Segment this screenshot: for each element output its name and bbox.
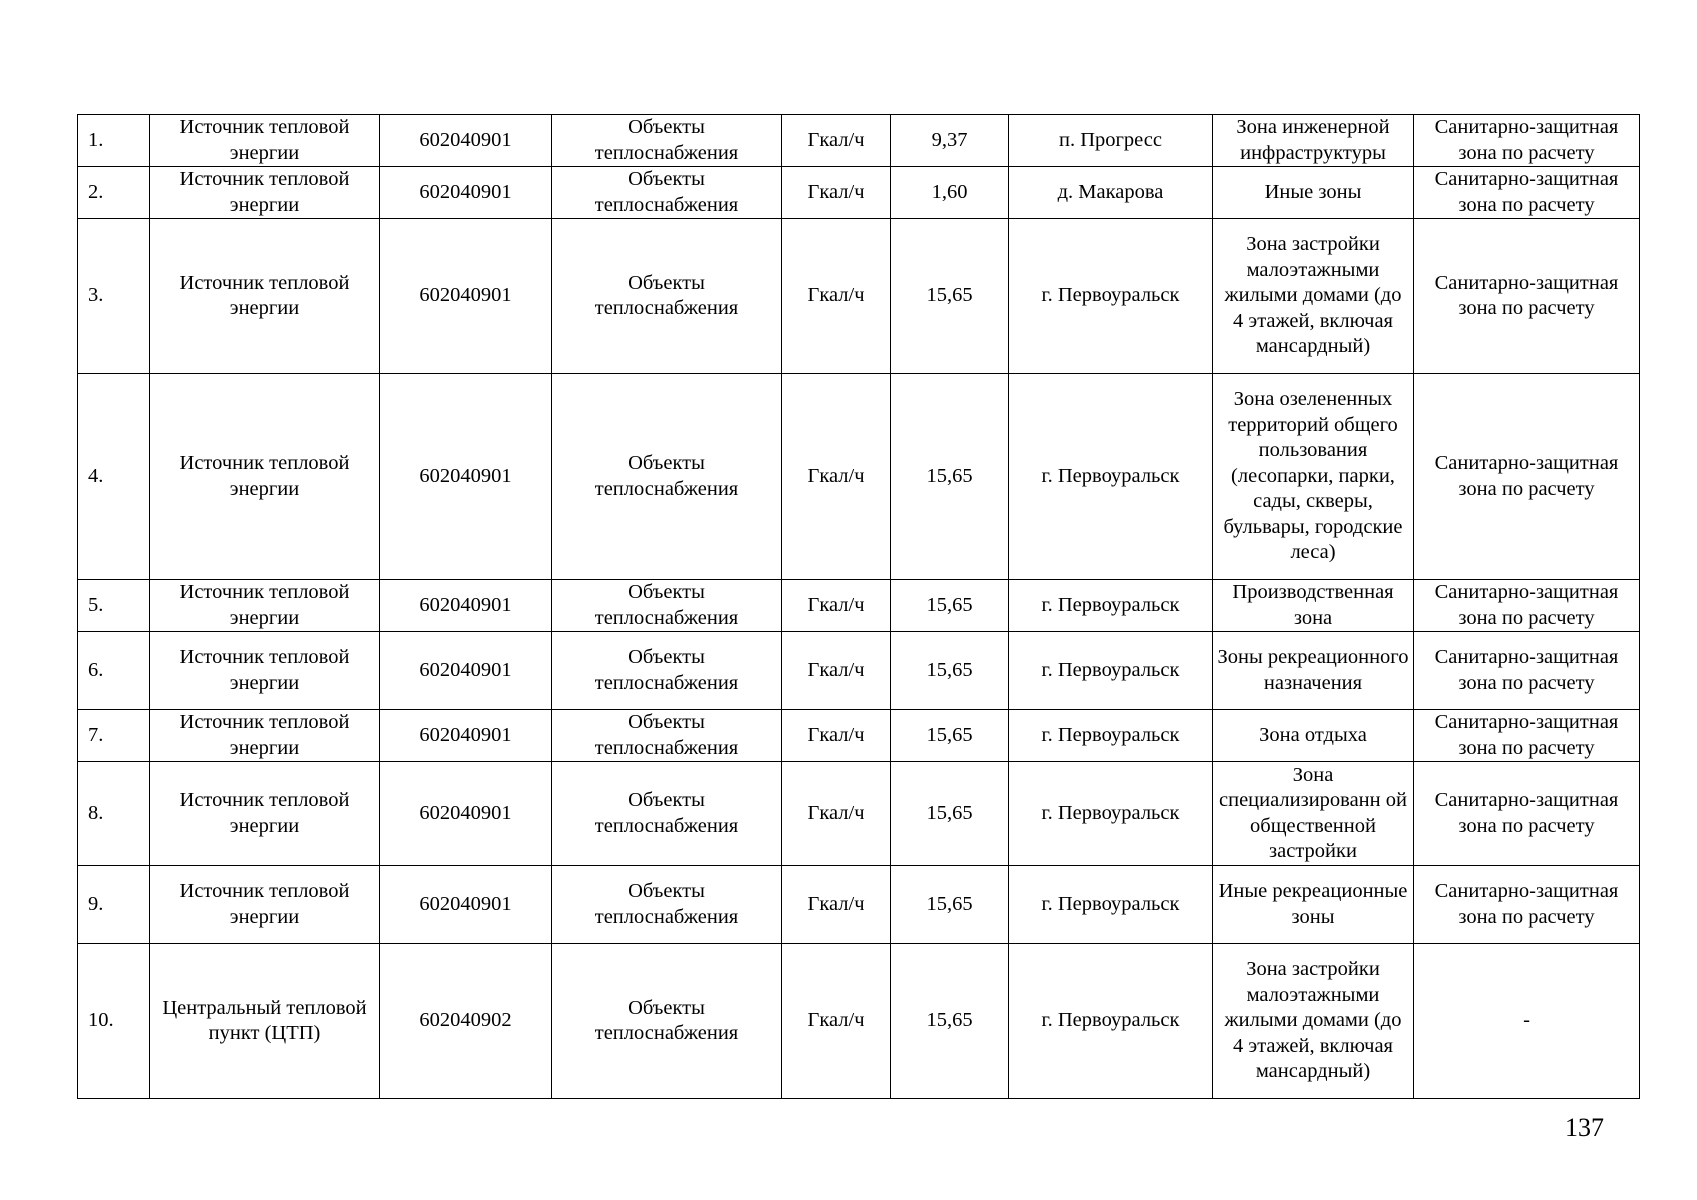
table-row: [78, 115, 1640, 167]
restriction-zone-cell: Санитарно-защитная зона по расчету: [1414, 219, 1640, 374]
functional-zone-cell: Производственная зона: [1213, 580, 1414, 632]
functional-zone-cell: Зоны рекреационного назначения: [1213, 632, 1414, 710]
functional-zone-cell: Зона специализированн ой общественной застройки: [1213, 762, 1414, 866]
table-body: [78, 115, 1640, 1099]
capacity-value-cell: 15,65: [891, 710, 1009, 762]
page-number: 137: [1565, 1113, 1604, 1142]
unit-cell: Гкал/ч: [782, 710, 891, 762]
data-table: [77, 114, 1640, 1099]
table-row: [78, 219, 1640, 374]
object-code-cell: 602040901: [380, 632, 552, 710]
unit-cell: Гкал/ч: [782, 632, 891, 710]
unit-cell: Гкал/ч: [782, 944, 891, 1099]
object-code-cell: 602040901: [380, 710, 552, 762]
table-row: [78, 167, 1640, 219]
restriction-zone-cell: Санитарно-защитная зона по расчету: [1414, 710, 1640, 762]
row-number-cell: 1.: [78, 115, 150, 167]
unit-cell: Гкал/ч: [782, 374, 891, 580]
unit-cell: Гкал/ч: [782, 219, 891, 374]
object-type-cell: Объекты теплоснабжения: [552, 762, 782, 866]
row-number-cell: 3.: [78, 219, 150, 374]
capacity-value-cell: 15,65: [891, 374, 1009, 580]
location-cell: г. Первоуральск: [1009, 710, 1213, 762]
object-name-cell: Источник тепловой энергии: [150, 762, 380, 866]
table-row: [78, 710, 1640, 762]
capacity-value-cell: 15,65: [891, 866, 1009, 944]
capacity-value-cell: 15,65: [891, 944, 1009, 1099]
unit-cell: Гкал/ч: [782, 580, 891, 632]
object-type-cell: Объекты теплоснабжения: [552, 374, 782, 580]
location-cell: д. Макарова: [1009, 167, 1213, 219]
location-cell: г. Первоуральск: [1009, 762, 1213, 866]
restriction-zone-cell: Санитарно-защитная зона по расчету: [1414, 632, 1640, 710]
object-type-cell: Объекты теплоснабжения: [552, 115, 782, 167]
object-type-cell: Объекты теплоснабжения: [552, 580, 782, 632]
object-name-cell: Источник тепловой энергии: [150, 374, 380, 580]
object-code-cell: 602040901: [380, 167, 552, 219]
unit-cell: Гкал/ч: [782, 762, 891, 866]
row-number-cell: 7.: [78, 710, 150, 762]
restriction-zone-cell: Санитарно-защитная зона по расчету: [1414, 762, 1640, 866]
object-code-cell: 602040901: [380, 115, 552, 167]
object-type-cell: Объекты теплоснабжения: [552, 866, 782, 944]
object-type-cell: Объекты теплоснабжения: [552, 710, 782, 762]
object-type-cell: Объекты теплоснабжения: [552, 632, 782, 710]
capacity-value-cell: 15,65: [891, 580, 1009, 632]
restriction-zone-cell: Санитарно-защитная зона по расчету: [1414, 167, 1640, 219]
location-cell: г. Первоуральск: [1009, 374, 1213, 580]
location-cell: г. Первоуральск: [1009, 944, 1213, 1099]
capacity-value-cell: 15,65: [891, 632, 1009, 710]
table-row: [78, 580, 1640, 632]
unit-cell: Гкал/ч: [782, 115, 891, 167]
row-number-cell: 10.: [78, 944, 150, 1099]
capacity-value-cell: 9,37: [891, 115, 1009, 167]
location-cell: г. Первоуральск: [1009, 219, 1213, 374]
object-name-cell: Источник тепловой энергии: [150, 167, 380, 219]
functional-zone-cell: Зона застройки малоэтажными жилыми домами (до 4 этажей, включая мансардный): [1213, 219, 1414, 374]
capacity-value-cell: 15,65: [891, 762, 1009, 866]
table-row: [78, 762, 1640, 866]
capacity-value-cell: 15,65: [891, 219, 1009, 374]
restriction-zone-cell: -: [1414, 944, 1640, 1099]
object-name-cell: Источник тепловой энергии: [150, 866, 380, 944]
row-number-cell: 6.: [78, 632, 150, 710]
object-type-cell: Объекты теплоснабжения: [552, 219, 782, 374]
unit-cell: Гкал/ч: [782, 167, 891, 219]
object-code-cell: 602040902: [380, 944, 552, 1099]
table-row: [78, 866, 1640, 944]
object-type-cell: Объекты теплоснабжения: [552, 167, 782, 219]
capacity-value-cell: 1,60: [891, 167, 1009, 219]
table-row: [78, 374, 1640, 580]
functional-zone-cell: Зона отдыха: [1213, 710, 1414, 762]
table-row: [78, 632, 1640, 710]
location-cell: г. Первоуральск: [1009, 580, 1213, 632]
object-code-cell: 602040901: [380, 866, 552, 944]
functional-zone-cell: Иные зоны: [1213, 167, 1414, 219]
restriction-zone-cell: Санитарно-защитная зона по расчету: [1414, 374, 1640, 580]
object-name-cell: Источник тепловой энергии: [150, 219, 380, 374]
table-row: [78, 944, 1640, 1099]
restriction-zone-cell: Санитарно-защитная зона по расчету: [1414, 580, 1640, 632]
object-name-cell: Источник тепловой энергии: [150, 580, 380, 632]
object-name-cell: Источник тепловой энергии: [150, 710, 380, 762]
unit-cell: Гкал/ч: [782, 866, 891, 944]
restriction-zone-cell: Санитарно-защитная зона по расчету: [1414, 866, 1640, 944]
row-number-cell: 8.: [78, 762, 150, 866]
functional-zone-cell: Иные рекреационные зоны: [1213, 866, 1414, 944]
location-cell: г. Первоуральск: [1009, 866, 1213, 944]
functional-zone-cell: Зона застройки малоэтажными жилыми домами (до 4 этажей, включая мансардный): [1213, 944, 1414, 1099]
object-name-cell: Источник тепловой энергии: [150, 632, 380, 710]
functional-zone-cell: Зона инженерной инфраструктуры: [1213, 115, 1414, 167]
location-cell: г. Первоуральск: [1009, 632, 1213, 710]
object-code-cell: 602040901: [380, 580, 552, 632]
row-number-cell: 4.: [78, 374, 150, 580]
object-name-cell: Центральный тепловой пункт (ЦТП): [150, 944, 380, 1099]
object-code-cell: 602040901: [380, 219, 552, 374]
row-number-cell: 2.: [78, 167, 150, 219]
restriction-zone-cell: Санитарно-защитная зона по расчету: [1414, 115, 1640, 167]
object-name-cell: Источник тепловой энергии: [150, 115, 380, 167]
row-number-cell: 5.: [78, 580, 150, 632]
object-type-cell: Объекты теплоснабжения: [552, 944, 782, 1099]
object-code-cell: 602040901: [380, 762, 552, 866]
row-number-cell: 9.: [78, 866, 150, 944]
functional-zone-cell: Зона озелененных территорий общего пользования (лесопарки, парки, сады, скверы, бульвары, городские леса): [1213, 374, 1414, 580]
object-code-cell: 602040901: [380, 374, 552, 580]
location-cell: п. Прогресс: [1009, 115, 1213, 167]
